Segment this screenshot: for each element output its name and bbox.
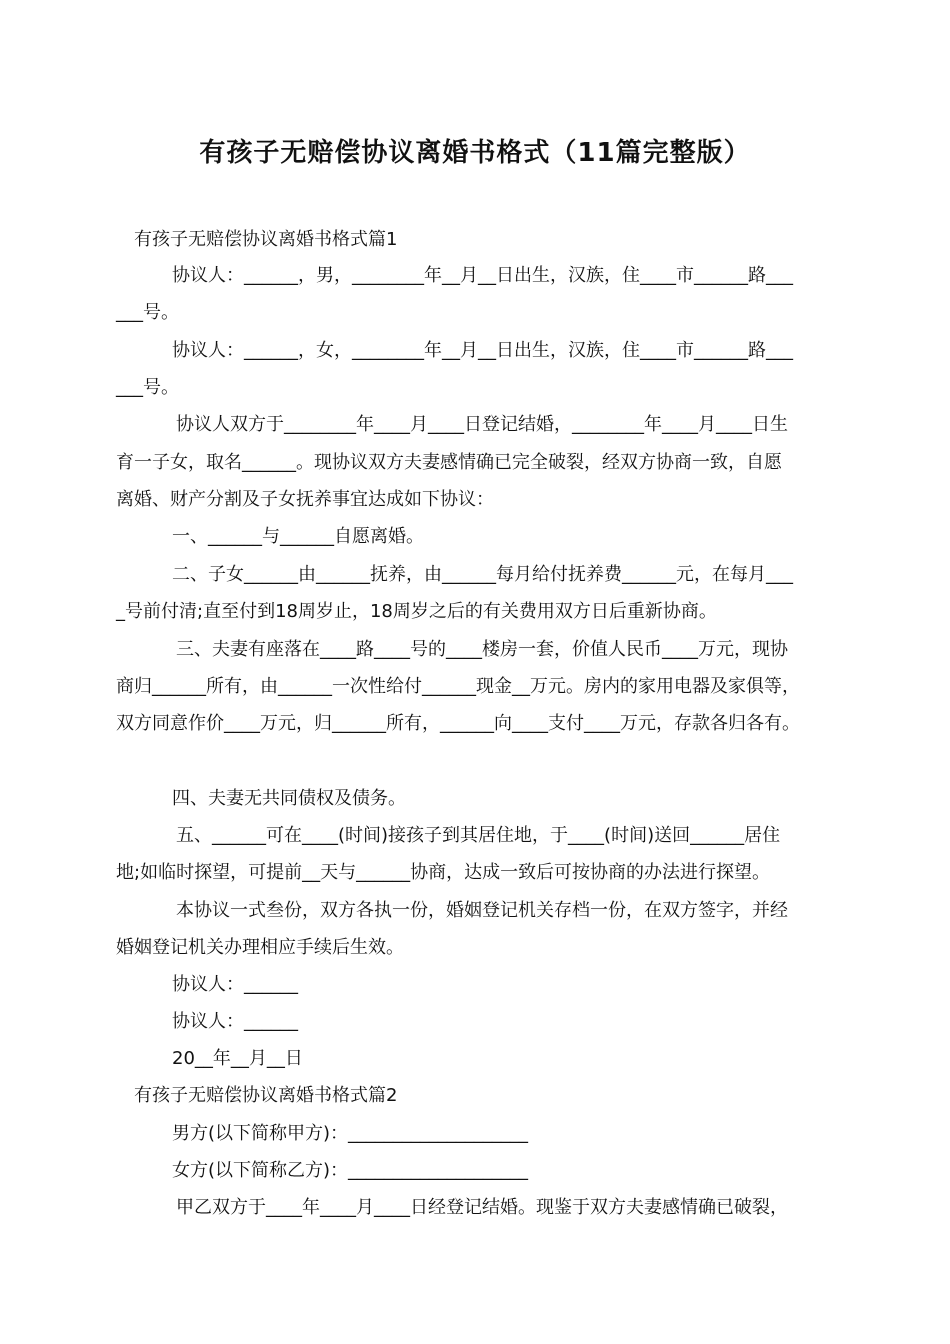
paragraph-line: 商归______所有，由______一次性给付______现金__万元。房内的家用电器及家俱等， [116,676,800,697]
paragraph-line: 四、夫妻无共同债权及债务。 [172,788,406,809]
paragraph-line: 协议人：______，女，________年__月__日出生，汉族，住____市______路___ [172,340,793,361]
paragraph-line: 一、______与______自愿离婚。 [172,526,424,547]
paragraph-line: 本协议一式叁份，双方各执一份，婚姻登记机关存档一份，在双方签字，并经 [176,900,788,921]
paragraph-line: 甲乙双方于____年____月____日经登记结婚。现鉴于双方夫妻感情确已破裂， [176,1197,788,1218]
signature-line: 协议人：______ [172,974,298,995]
paragraph-line: 育一子女，取名______。现协议双方夫妻感情确已完全破裂，经双方协商一致，自愿 [116,452,782,473]
signature-line: 协议人：______ [172,1011,298,1032]
document-title: 有孩子无赔偿协议离婚书格式（11篇完整版） [199,138,751,168]
paragraph-line: ___号。 [116,377,179,398]
paragraph-line: ___号。 [116,302,179,323]
section-heading-2: 有孩子无赔偿协议离婚书格式篇2 [134,1085,398,1106]
paragraph-line: 离婚、财产分割及子女抚养事宜达成如下协议： [116,489,494,510]
paragraph-line: 地;如临时探望，可提前__天与______协商，达成一致后可按协商的办法进行探望。 [116,862,771,883]
date-line: 20__年__月__日 [172,1048,303,1069]
paragraph-line: 女方(以下简称乙方)：____________________ [172,1160,529,1181]
paragraph-line: 二、子女______由______抚养，由______每月给付抚养费______元，在每月___ [172,564,793,585]
section-heading-1: 有孩子无赔偿协议离婚书格式篇1 [134,229,398,250]
paragraph-line: 五、______可在____(时间)接孩子到其居住地，于____(时间)送回______居住 [176,825,781,846]
paragraph-line: 双方同意作价____万元，归______所有，______向____支付____万元，存款各归各有。 [116,713,800,734]
paragraph-line: 男方(以下简称甲方)：____________________ [172,1123,529,1144]
paragraph-line: 协议人双方于________年____月____日登记结婚，________年____月____日生 [176,414,788,435]
paragraph-line: _号前付清;直至付到18周岁止，18周岁之后的有关费用双方日后重新协商。 [116,601,717,622]
paragraph-line: 协议人：______，男，________年__月__日出生，汉族，住____市______路___ [172,265,793,286]
paragraph-line: 婚姻登记机关办理相应手续后生效。 [116,937,404,958]
paragraph-line: 三、夫妻有座落在____路____号的____楼房一套，价值人民币____万元，现协 [176,639,788,660]
